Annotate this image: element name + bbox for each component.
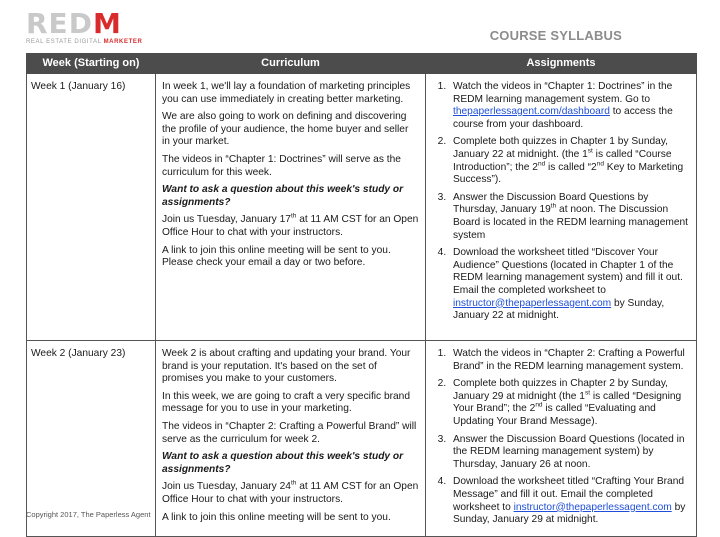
assignment-list [432, 348, 690, 527]
logo-wordmark: REDM [26, 7, 122, 40]
office-hour-paragraph: Join us Tuesday, January 17th at 11 AM CST for an Open Office Hour to chat with your instructors. [162, 212, 419, 238]
curriculum-paragraph: In this week, we are going to craft a very specific brand message for you to use in your marketing. [162, 390, 411, 415]
curriculum-paragraph: Week 2 is about crafting and updating your brand. Your brand is your reputation. It's based on the set of promises you make to your customers. [162, 348, 411, 385]
curriculum-cell [156, 341, 426, 537]
logo-tagline: REAL ESTATE DIGITAL MARKETER [26, 39, 143, 45]
curriculum-paragraph: A link to join this online meeting will be sent to you. [162, 511, 391, 523]
column-header-curriculum: Curriculum [156, 54, 426, 74]
assignment-list [432, 81, 690, 323]
redm-logo [26, 7, 143, 45]
question-prompt: Want to ask a question about this week's study or assignments? [162, 184, 404, 208]
assignment-item: 4. Download the worksheet titled “Discover Your Audience” Questions (located in Chapter 1 of the REDM learning management system) and fill it out. Email the completed worksheet to instructor@thepaperlessagent.com by Sunday, January 22 at midnight. [449, 247, 690, 323]
curriculum-paragraph: In week 1, we'll lay a foundation of marketing principles you can use immediately in creating better marketing. [162, 81, 411, 105]
curriculum-cell [156, 74, 426, 341]
dashboard-link[interactable]: thepaperlessagent.com/dashboard [453, 106, 610, 118]
table-header-row [27, 54, 697, 74]
assignment-item: 2. Complete both quizzes in Chapter 2 by Sunday, January 29 at midnight (the 1st is called “Designing Your Brand”; the 2nd is called “Evaluating and Updating Your Brand Message). [449, 378, 690, 428]
curriculum-paragraph: A link to join this online meeting will be sent to you. Please check your email a day or two before. [162, 244, 391, 269]
assignment-item: 2. Complete both quizzes in Chapter 1 by Sunday, January 22 at midnight. (the 1st is called “Course Introduction”; the 2nd is called “2nd Key to Marketing Success”). [449, 136, 690, 186]
assignment-item: 3. Answer the Discussion Board Questions by Thursday, January 19th at noon. The Discussion Board is located in the REDM learning management system [449, 192, 690, 242]
question-prompt: Want to ask a question about this week's study or assignments? [162, 451, 404, 475]
document-title: COURSE SYLLABUS [489, 28, 622, 43]
office-hour-paragraph: Join us Tuesday, January 24th at 11 AM CST for an Open Office Hour to chat with your instructors. [162, 479, 419, 505]
table-row [27, 341, 697, 537]
curriculum-paragraph: We are also going to work on defining and discovering the profile of your audience, the home buyer and seller in your market. [162, 111, 409, 148]
assignment-item: 1. Watch the videos in “Chapter 1: Doctrines” in the REDM learning management system. Go to thepaperlessagent.com/dashboard to access the course from your dashboard. [449, 81, 690, 131]
column-header-week: Week (Starting on) [27, 54, 156, 74]
assignment-item: 3. Answer the Discussion Board Questions (located in the REDM learning management system) by Thursday, January 26 at noon. [449, 434, 690, 472]
page-header [0, 0, 720, 52]
instructor-email-link[interactable]: instructor@thepaperlessagent.com [453, 297, 612, 309]
week-cell: Week 1 (January 16) [27, 74, 156, 341]
table-row [27, 74, 697, 341]
column-header-assignments: Assignments [426, 54, 697, 74]
week-cell: Week 2 (January 23) [27, 341, 156, 537]
curriculum-paragraph: The videos in “Chapter 2: Crafting a Powerful Brand” will serve as the curriculum for week 2. [162, 420, 417, 445]
syllabus-table [26, 53, 697, 537]
assignments-cell [426, 74, 697, 341]
assignment-item: 4. Download the worksheet titled “Crafting Your Brand Message” and fill it out. Email the completed worksheet to instructor@thepaperlessagent.com by Sunday, January 29 at midnight. [449, 476, 690, 526]
copyright-footer: Copyright 2017, The Paperless Agent [26, 510, 151, 519]
assignments-cell [426, 341, 697, 537]
assignment-item: 1. Watch the videos in “Chapter 2: Crafting a Powerful Brand” in the REDM learning management system. [449, 348, 690, 373]
curriculum-paragraph: The videos in “Chapter 1: Doctrines” will serve as the curriculum for this week. [162, 153, 401, 178]
instructor-email-link[interactable]: instructor@thepaperlessagent.com [513, 501, 672, 513]
